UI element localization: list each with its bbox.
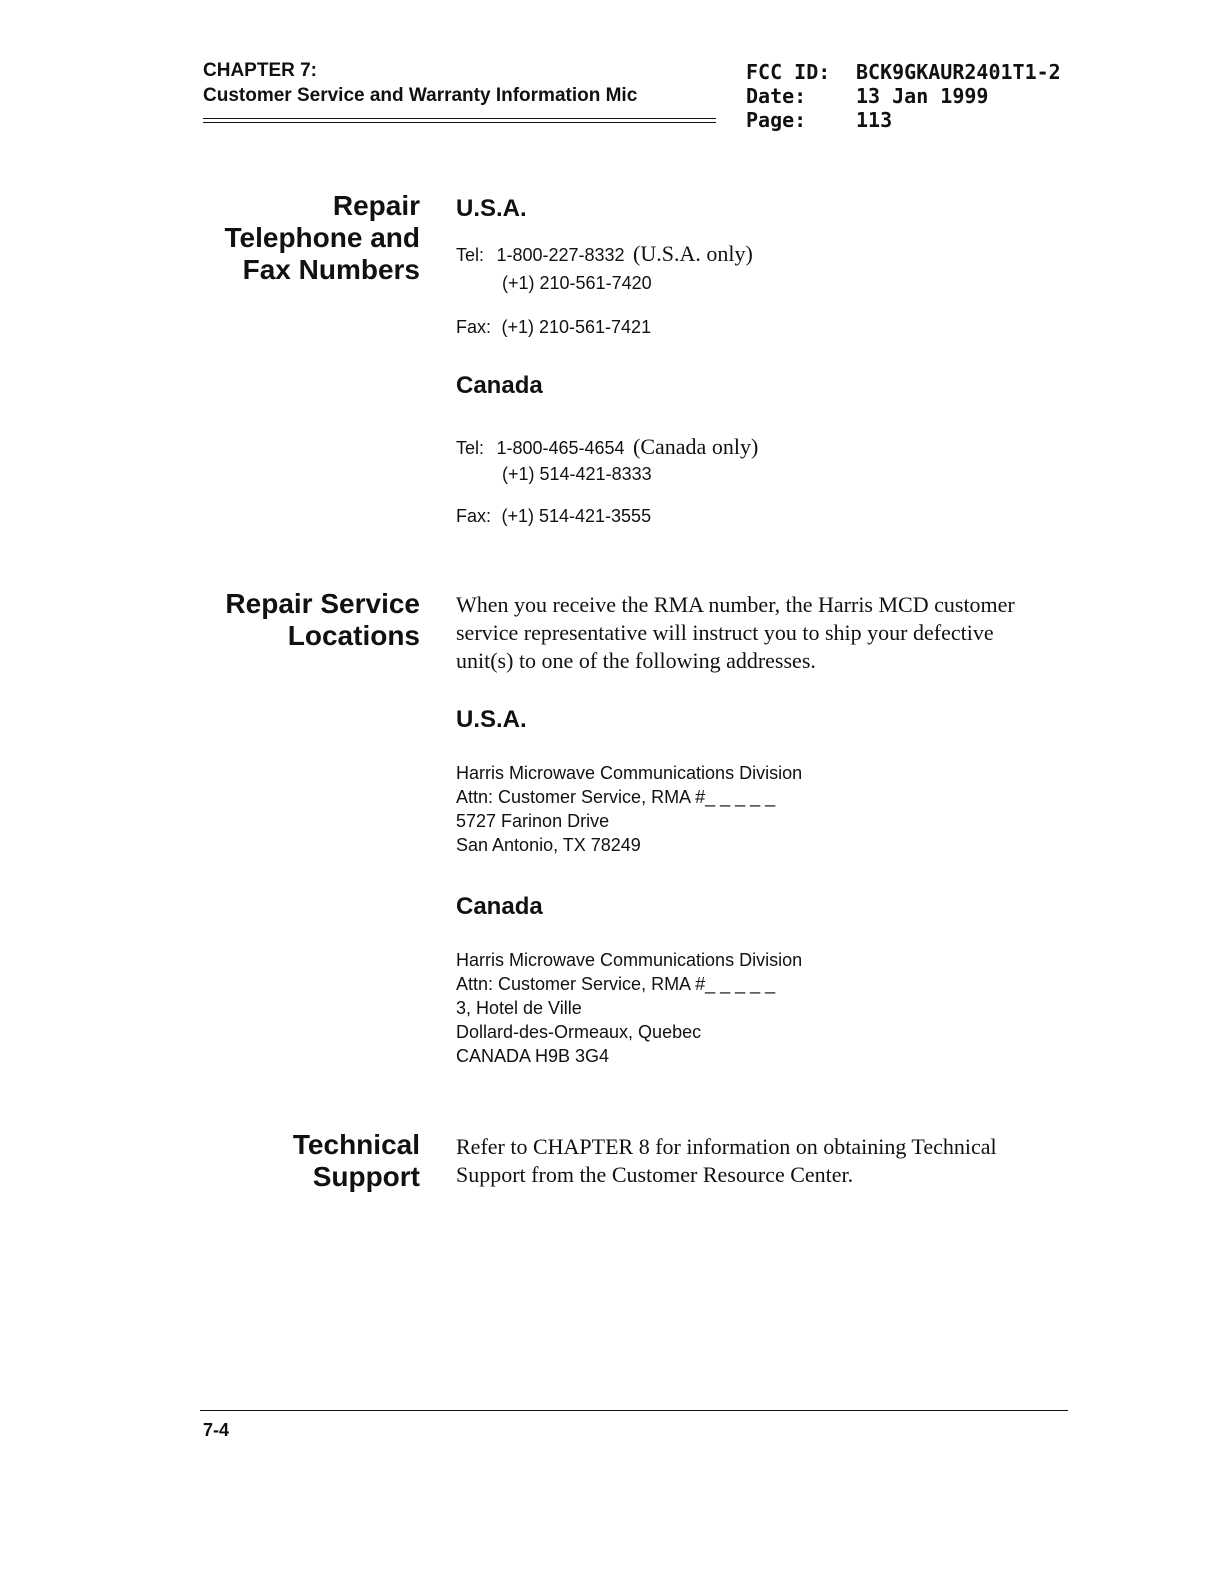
canada-fax: (+1) 514-421-3555 — [501, 506, 652, 526]
technical-support-heading — [293, 1129, 420, 1193]
page-value: 113 — [856, 108, 893, 132]
tel-label: Tel: — [456, 245, 485, 265]
date-value: 13 Jan 1999 — [856, 84, 989, 108]
paragraph-line: unit(s) to one of the following addresses. — [456, 648, 816, 673]
address-line: Dollard-des-Ormeaux, Quebec — [456, 1022, 702, 1042]
heading-line: Repair — [332, 190, 420, 221]
tel-label: Tel: — [456, 438, 485, 458]
canada-tel-1-note: (Canada only) — [633, 434, 759, 459]
repair-phone-heading — [225, 190, 421, 286]
date-label: Date: — [746, 84, 807, 108]
usa-address — [456, 761, 802, 857]
paragraph-line: Support from the Customer Resource Center. — [456, 1162, 854, 1187]
canada-tel-2: (+1) 514-421-8333 — [502, 464, 652, 484]
address-line: Harris Microwave Communications Division — [456, 763, 803, 783]
usa-tel-2: (+1) 210-561-7420 — [502, 273, 652, 293]
usa-tel-1-note: (U.S.A. only) — [633, 241, 753, 266]
heading-line: Support — [312, 1161, 420, 1192]
canada-fax-line — [456, 504, 651, 528]
usa-tel-line — [456, 240, 753, 268]
canada-tel-line — [456, 433, 758, 461]
repair-locations-intro — [456, 591, 1015, 675]
fcc-id-value: BCK9GKAUR2401T1-2 — [856, 60, 1061, 84]
canada-phone-title: Canada — [456, 372, 543, 399]
usa-fax-line — [456, 315, 651, 339]
paragraph-line: Refer to CHAPTER 8 for information on obtaining Technical — [456, 1134, 997, 1159]
address-line: Attn: Customer Service, RMA #_ _ _ _ _ — [456, 787, 776, 807]
heading-line: Fax Numbers — [242, 254, 420, 285]
fcc-id-label: FCC ID: — [746, 60, 831, 84]
usa-address-title: U.S.A. — [456, 706, 527, 733]
heading-line: Locations — [287, 620, 420, 651]
canada-address — [456, 948, 802, 1068]
address-line: Harris Microwave Communications Division — [456, 950, 803, 970]
usa-phone-title: U.S.A. — [456, 195, 527, 222]
header-meta — [0, 60, 1224, 140]
address-line: 3, Hotel de Ville — [456, 998, 582, 1018]
heading-line: Repair Service — [225, 588, 420, 619]
address-line: San Antonio, TX 78249 — [456, 835, 641, 855]
address-line: CANADA H9B 3G4 — [456, 1046, 610, 1066]
footer-page-number: 7-4 — [203, 1420, 230, 1440]
usa-fax: (+1) 210-561-7421 — [501, 317, 652, 337]
canada-address-title: Canada — [456, 893, 543, 920]
page-label: Page: — [746, 108, 807, 132]
usa-tel-1: 1-800-227-8332 — [496, 245, 625, 265]
address-line: 5727 Farinon Drive — [456, 811, 610, 831]
repair-locations-heading — [225, 588, 420, 652]
fax-label: Fax: — [456, 506, 492, 526]
address-line: Attn: Customer Service, RMA #_ _ _ _ _ — [456, 974, 776, 994]
heading-line: Technical — [292, 1129, 420, 1160]
technical-support-body — [456, 1133, 997, 1189]
paragraph-line: When you receive the RMA number, the Harris MCD customer — [456, 592, 1015, 617]
fax-label: Fax: — [456, 317, 492, 337]
canada-tel-1: 1-800-465-4654 — [496, 438, 625, 458]
chapter-title: CHAPTER 7: — [203, 60, 318, 81]
heading-line: Telephone and — [224, 222, 420, 253]
footer-rule — [200, 1410, 1068, 1411]
chapter-subtitle: Customer Service and Warranty Information Mic — [203, 85, 638, 106]
paragraph-line: service representative will instruct you to ship your defective — [456, 620, 994, 645]
